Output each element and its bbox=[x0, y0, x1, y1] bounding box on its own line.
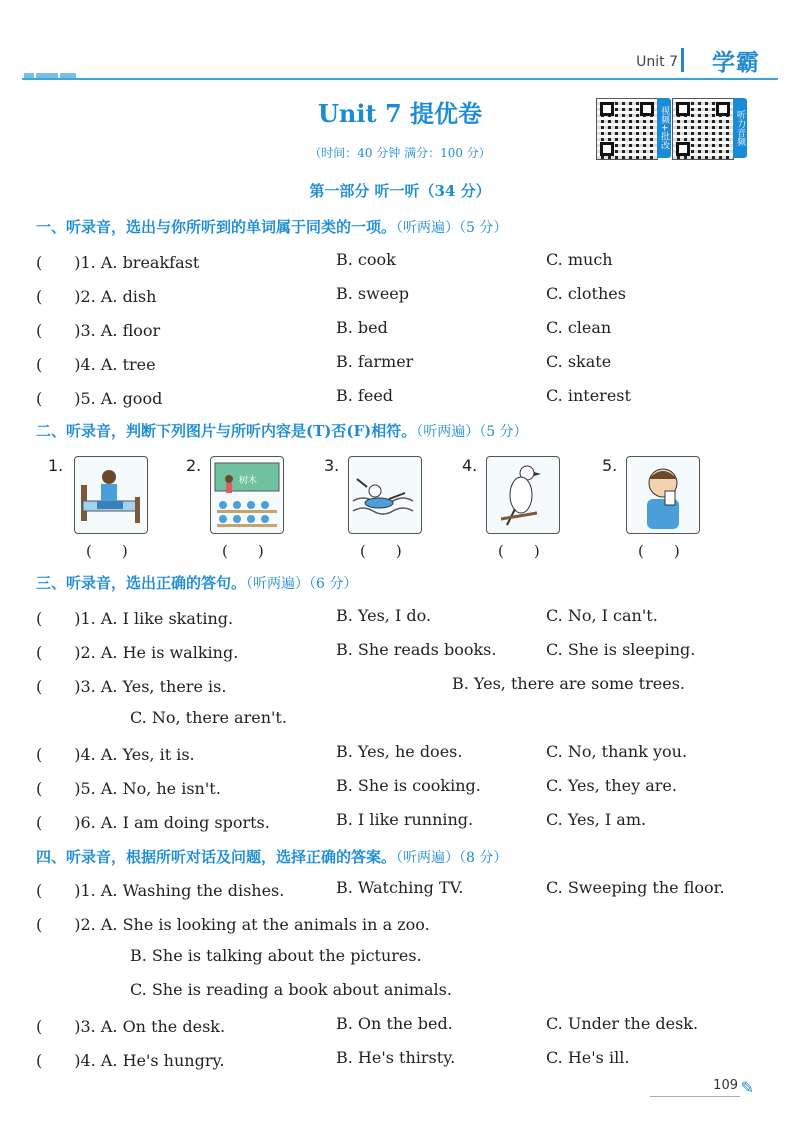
picture-3-answer[interactable]: ( ) bbox=[360, 542, 402, 560]
page-number-rule bbox=[650, 1096, 740, 1097]
picture-1-answer[interactable]: ( ) bbox=[86, 542, 128, 560]
q3-item-3: ( )3. A. Yes, there is. B. Yes, there are some trees. bbox=[36, 674, 685, 696]
qr-code-audio[interactable] bbox=[672, 98, 748, 160]
picture-5-answer[interactable]: ( ) bbox=[638, 542, 680, 560]
q4-item-2: ( )2. A. She is looking at the animals in a zoo. bbox=[36, 915, 430, 934]
q1-item-5: ( )5. A. good B. feed C. interest bbox=[36, 386, 631, 408]
q4-item-4: ( )4. A. He's hungry. B. He's thirsty. C. He's ill. bbox=[36, 1048, 630, 1070]
qr-code-video[interactable] bbox=[596, 98, 672, 160]
q3-item-4: ( )4. A. Yes, it is. B. Yes, he does. C. No, thank you. bbox=[36, 742, 688, 764]
section-1-title bbox=[36, 216, 507, 237]
page-subtitle: （时间：40 分钟 满分：100 分） bbox=[309, 146, 491, 160]
q4-item-3: ( )3. A. On the desk. B. On the bed. C. Under the desk. bbox=[36, 1014, 699, 1036]
picture-2-number: 2. bbox=[186, 456, 202, 475]
section-4-title bbox=[36, 846, 507, 867]
brand-logo: 学霸 bbox=[712, 50, 760, 76]
section-4-heading: 四、听录音，根据所听对话及问题，选择正确的答案。 bbox=[36, 848, 397, 866]
q4-item-2-option-c: C. She is reading a book about animals. bbox=[130, 980, 452, 999]
q4-item-1: ( )1. A. Washing the dishes. B. Watching TV. C. Sweeping the floor. bbox=[36, 878, 725, 900]
section-3-title bbox=[36, 572, 357, 593]
section-2-heading: 二、听录音，判断下列图片与所听内容是(T)否(F)相符。 bbox=[36, 422, 417, 440]
section-4-note: （听两遍）（8 分） bbox=[396, 850, 508, 866]
page-title: Unit 7 提优卷 bbox=[318, 99, 482, 128]
section-2-title bbox=[36, 420, 528, 441]
q1-item-4: ( )4. A. tree B. farmer C. skate bbox=[36, 352, 612, 374]
picture-4-number: 4. bbox=[462, 456, 478, 475]
page-number: 109 bbox=[713, 1078, 738, 1093]
picture-3-swimming bbox=[348, 456, 422, 534]
picture-3-number: 3. bbox=[324, 456, 340, 475]
q3-item-3-option-c: C. No, there aren't. bbox=[130, 708, 287, 727]
boy-icon bbox=[627, 457, 699, 533]
qr-label-audio: 听力音频 bbox=[733, 98, 747, 158]
brand-divider bbox=[681, 48, 684, 72]
board-text: 树木 bbox=[239, 476, 258, 486]
classroom-icon bbox=[211, 457, 283, 533]
section-3-heading: 三、听录音，选出正确的答句。 bbox=[36, 574, 247, 592]
q3-item-1: ( )1. A. I like skating. B. Yes, I do. C. No, I can't. bbox=[36, 606, 658, 628]
bed-icon bbox=[75, 457, 147, 533]
header-decoration bbox=[24, 64, 104, 72]
q3-item-2: ( )2. A. He is walking. B. She reads books. C. She is sleeping. bbox=[36, 640, 696, 662]
q4-item-2-option-b: B. She is talking about the pictures. bbox=[130, 946, 422, 965]
qr-icon bbox=[596, 98, 658, 160]
picture-5-number: 5. bbox=[602, 456, 618, 475]
header-rule bbox=[22, 78, 778, 80]
pencil-icon: ✎ bbox=[740, 1078, 754, 1097]
q1-item-2: ( )2. A. dish B. sweep C. clothes bbox=[36, 284, 626, 306]
picture-5-boy bbox=[626, 456, 700, 534]
bird-icon bbox=[487, 457, 559, 533]
q3-item-6: ( )6. A. I am doing sports. B. I like running. C. Yes, I am. bbox=[36, 810, 647, 832]
q3-item-5: ( )5. A. No, he isn't. B. She is cooking. C. Yes, they are. bbox=[36, 776, 677, 798]
swimmer-icon bbox=[349, 457, 421, 533]
picture-4-answer[interactable]: ( ) bbox=[498, 542, 540, 560]
section-1-heading: 一、听录音，选出与你所听到的单词属于同类的一项。 bbox=[36, 218, 397, 236]
header-unit: Unit 7 bbox=[636, 54, 678, 70]
qr-label-video: 视频+批改 bbox=[657, 98, 671, 158]
section-2-note: （听两遍）（5 分） bbox=[416, 424, 528, 440]
picture-2-classroom bbox=[210, 456, 284, 534]
q1-item-1: ( )1. A. breakfast B. cook C. much bbox=[36, 250, 613, 272]
qr-icon bbox=[672, 98, 734, 160]
section-3-note: （听两遍）（6 分） bbox=[246, 576, 358, 592]
q1-item-3: ( )3. A. floor B. bed C. clean bbox=[36, 318, 612, 340]
part-one-title: 第一部分 听一听（34 分） bbox=[309, 182, 491, 200]
picture-4-bird bbox=[486, 456, 560, 534]
picture-1-bed bbox=[74, 456, 148, 534]
section-1-note: （听两遍）（5 分） bbox=[396, 220, 508, 236]
picture-2-answer[interactable]: ( ) bbox=[222, 542, 264, 560]
picture-1-number: 1. bbox=[48, 456, 64, 475]
